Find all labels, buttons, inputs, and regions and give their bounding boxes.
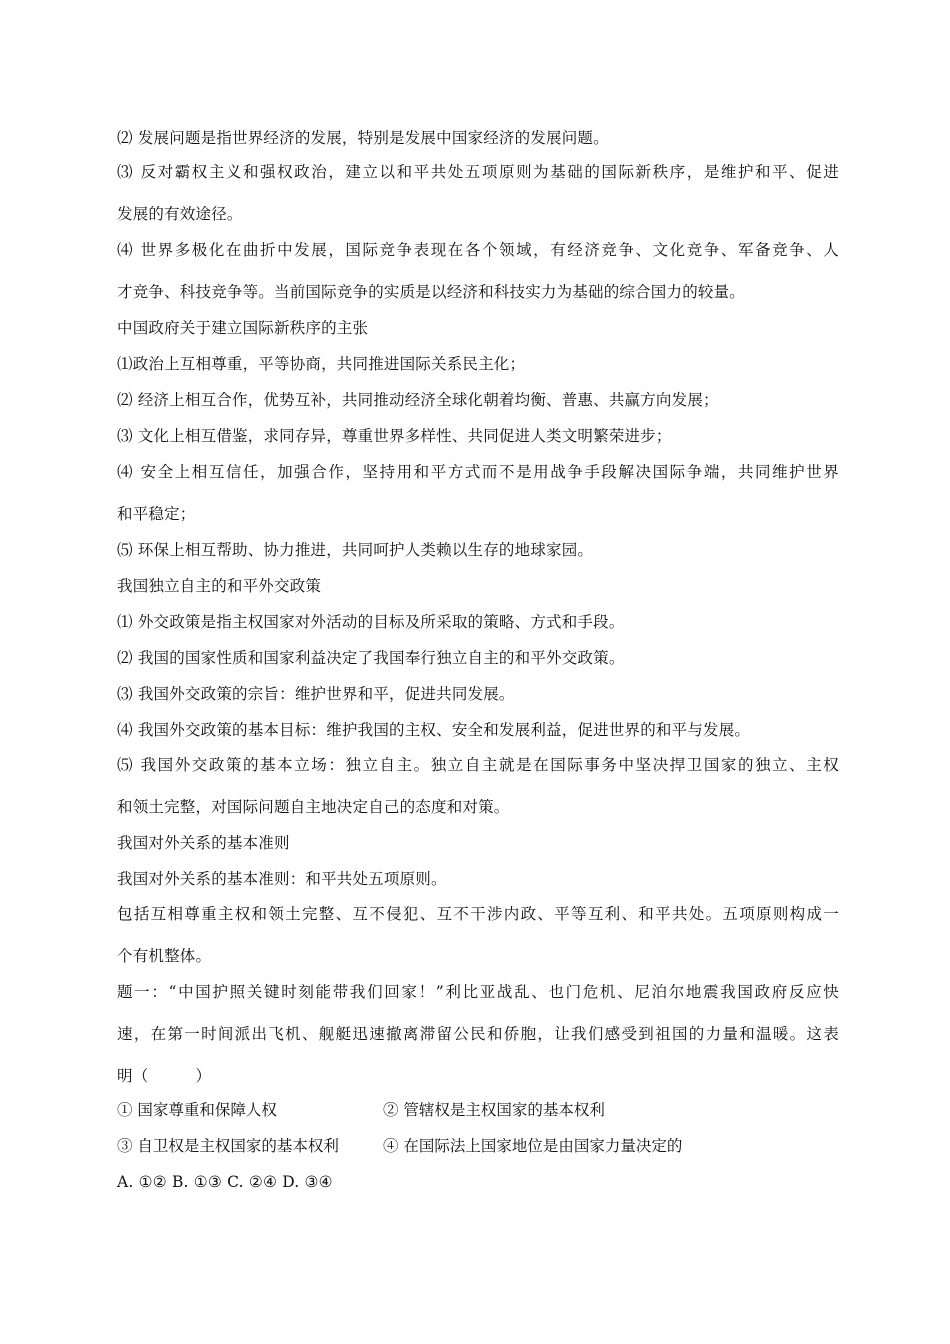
text-line: 才竞争、科技竞争等。当前国际竞争的实质是以经济和科技实力为基础的综合国力的较量。	[117, 283, 746, 301]
text-line: 个有机整体。	[117, 947, 212, 965]
text-line: 发展的有效途径。	[117, 205, 243, 223]
text-line: ⑸ 我国外交政策的基本立场：独立自主。独立自主就是在国际事务中坚决捍卫国家的独立、主权	[117, 756, 839, 774]
text-line: ⑶ 反对霸权主义和强权政治，建立以和平共处五项原则为基础的国际新秩序，是维护和平、促进	[117, 163, 839, 181]
text-line: ⑸ 环保上相互帮助、协力推进，共同呵护人类赖以生存的地球家园。	[117, 541, 594, 559]
section-heading: 我国独立自主的和平外交政策	[117, 577, 322, 595]
section-heading: 中国政府关于建立国际新秩序的主张	[117, 319, 369, 337]
text-line: ⑷ 我国外交政策的基本目标：维护我国的主权、安全和发展利益，促进世界的和平与发展。	[117, 721, 751, 739]
question-line: 明（ ）	[117, 1067, 212, 1085]
section-heading: 我国对外关系的基本准则	[117, 834, 290, 852]
text-line: ⑴政治上互相尊重，平等协商，共同推进国际关系民主化；	[117, 355, 526, 373]
question-line: 速，在第一时间派出飞机、舰艇迅速撤离滞留公民和侨胞，让我们感受到祖国的力量和温暖。这表	[117, 1025, 839, 1043]
option-4: ④ 在国际法上国家地位是由国家力量决定的	[383, 1137, 683, 1155]
text-line: 我国对外关系的基本准则：和平共处五项原则。	[117, 870, 447, 888]
option-1: ① 国家尊重和保障人权	[117, 1101, 277, 1119]
question-line: 题一：“中国护照关键时刻能带我们回家！”利比亚战乱、也门危机、尼泊尔地震我国政府反应快	[117, 983, 839, 1001]
text-line: ⑷ 安全上相互信任，加强合作，坚持用和平方式而不是用战争手段解决国际争端，共同维护世界	[117, 463, 839, 481]
text-line: ⑵ 发展问题是指世界经济的发展，特别是发展中国家经济的发展问题。	[117, 129, 609, 147]
option-2: ② 管辖权是主权国家的基本权利	[383, 1101, 605, 1119]
text-line: ⑵ 经济上相互合作，优势互补，共同推动经济全球化朝着均衡、普惠、共赢方向发展；	[117, 391, 719, 409]
text-line: ⑶ 文化上相互借鉴，求同存异，尊重世界多样性、共同促进人类文明繁荣进步；	[117, 427, 672, 445]
answer-choices: A. ①② B. ①③ C. ②④ D. ③④	[117, 1173, 333, 1191]
option-3: ③ 自卫权是主权国家的基本权利	[117, 1137, 339, 1155]
text-line: 包括互相尊重主权和领土完整、互不侵犯、互不干涉内政、平等互利、和平共处。五项原则构成一	[117, 905, 839, 923]
text-line: ⑵ 我国的国家性质和国家利益决定了我国奉行独立自主的和平外交政策。	[117, 649, 625, 667]
text-line: ⑶ 我国外交政策的宗旨：维护世界和平，促进共同发展。	[117, 685, 515, 703]
text-line: ⑴ 外交政策是指主权国家对外活动的目标及所采取的策略、方式和手段。	[117, 613, 625, 631]
text-line: 和领土完整，对国际问题自主地决定自己的态度和对策。	[117, 798, 510, 816]
text-line: ⑷ 世界多极化在曲折中发展，国际竞争表现在各个领域，有经济竞争、文化竞争、军备竞争、人	[117, 241, 839, 259]
text-line: 和平稳定；	[117, 505, 196, 523]
